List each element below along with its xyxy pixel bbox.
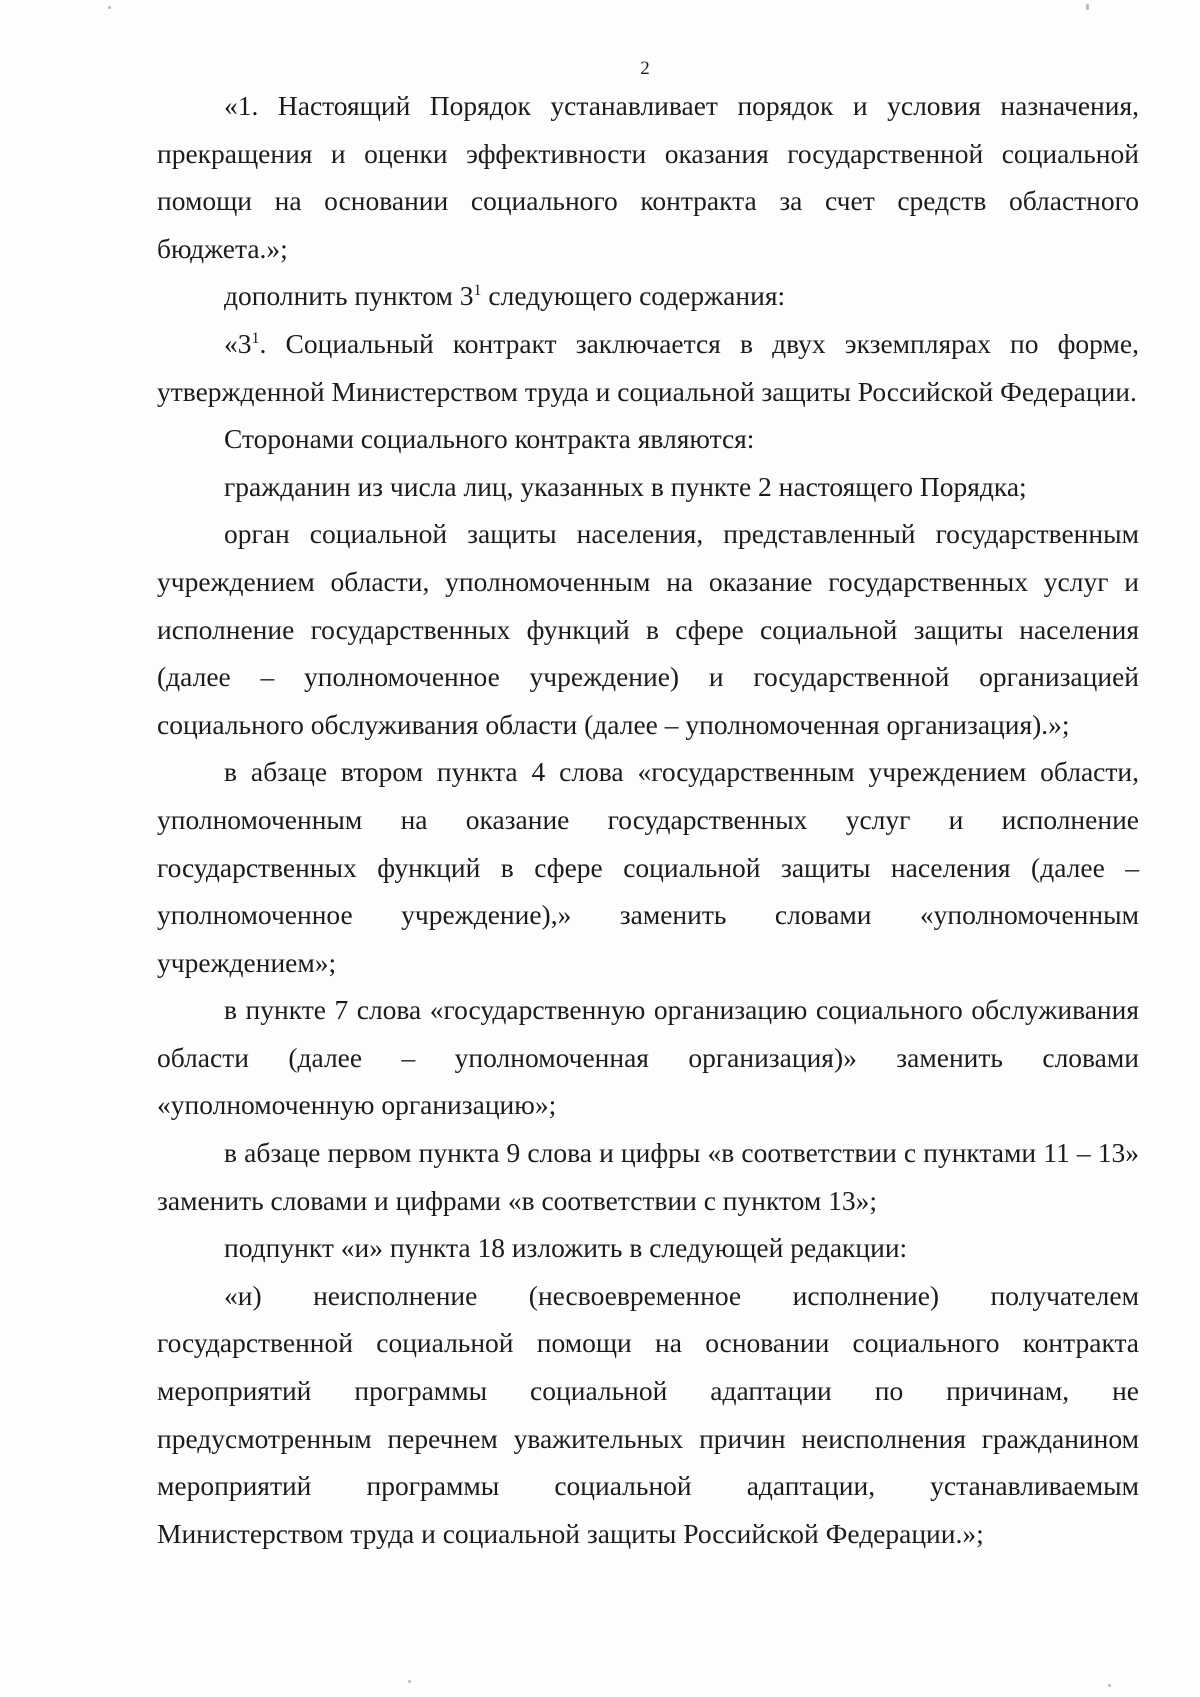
paragraph: Сторонами социального контракта являются: xyxy=(224,423,755,455)
paragraph: в абзаце втором пункта 4 слова «государственным учреждением области, уполномоченным на оказание государственных услуг и исполнение государственных функций в сфере социальной защиты населения (далее – уполномоченное учреждение),» заменить словами «уполномоченным учреждением»; xyxy=(157,756,1139,978)
paragraph: «1. Настоящий Порядок устанавливает порядок и условия назначения, прекращения и оценки эффективности оказания государственной социальной помощи на основании социального контракта за счет средств областного бюджета.»; xyxy=(157,90,1139,264)
paragraph: орган социальной защиты населения, представленный государственным учреждением области, уполномоченным на оказание государственных услуг и исполнение государственных функций в сфере социальной защиты населения (далее – уполномоченное учреждение) и государственной организацией социального обслуживания области (далее – уполномоченная организация).»; xyxy=(157,518,1139,740)
paragraph: дополнить пунктом $3^1$ следующего содержания: xyxy=(224,280,786,312)
paragraph: подпункт «и» пункта 18 изложить в следующей редакции: xyxy=(224,1232,908,1264)
scan-artifact-bottom-right xyxy=(1108,1684,1111,1687)
paragraph: в пункте 7 слова «государственную организацию социального обслуживания области (далее – уполномоченная организация)» заменить словами «уполномоченную организацию»; xyxy=(157,994,1139,1121)
paragraph: «$3^1$. Социальный контракт заключается в двух экземплярах по форме, утвержденной Министерством труда и социальной защиты Российской Федерации. xyxy=(157,327,1139,407)
paragraph: в абзаце первом пункта 9 слова и цифры «в соответствии с пунктами 11 – 13» заменить словами и цифрами «в соответствии с пунктом 13»; xyxy=(157,1137,1139,1216)
paragraph: гражданин из числа лиц, указанных в пункте 2 настоящего Порядка; xyxy=(224,470,1027,502)
paragraph: «и) неисполнение (несвоевременное исполнение) получателем государственной социальной помощи на основании социального контракта мероприятий программы социальной адаптации по причинам, не предусмотренным перечнем уважительных причин неисполнения гражданином мероприятий программы социальной адаптации, устанавливаемым Министерством труда и социальной защиты Российской Федерации.»; xyxy=(157,1279,1139,1549)
scan-artifact-top-left xyxy=(108,6,111,9)
scan-artifact-top-right xyxy=(1086,4,1089,10)
scan-artifact-bottom-left xyxy=(408,1680,411,1683)
page-number: 2 xyxy=(640,58,650,79)
document-body xyxy=(157,82,1139,1557)
